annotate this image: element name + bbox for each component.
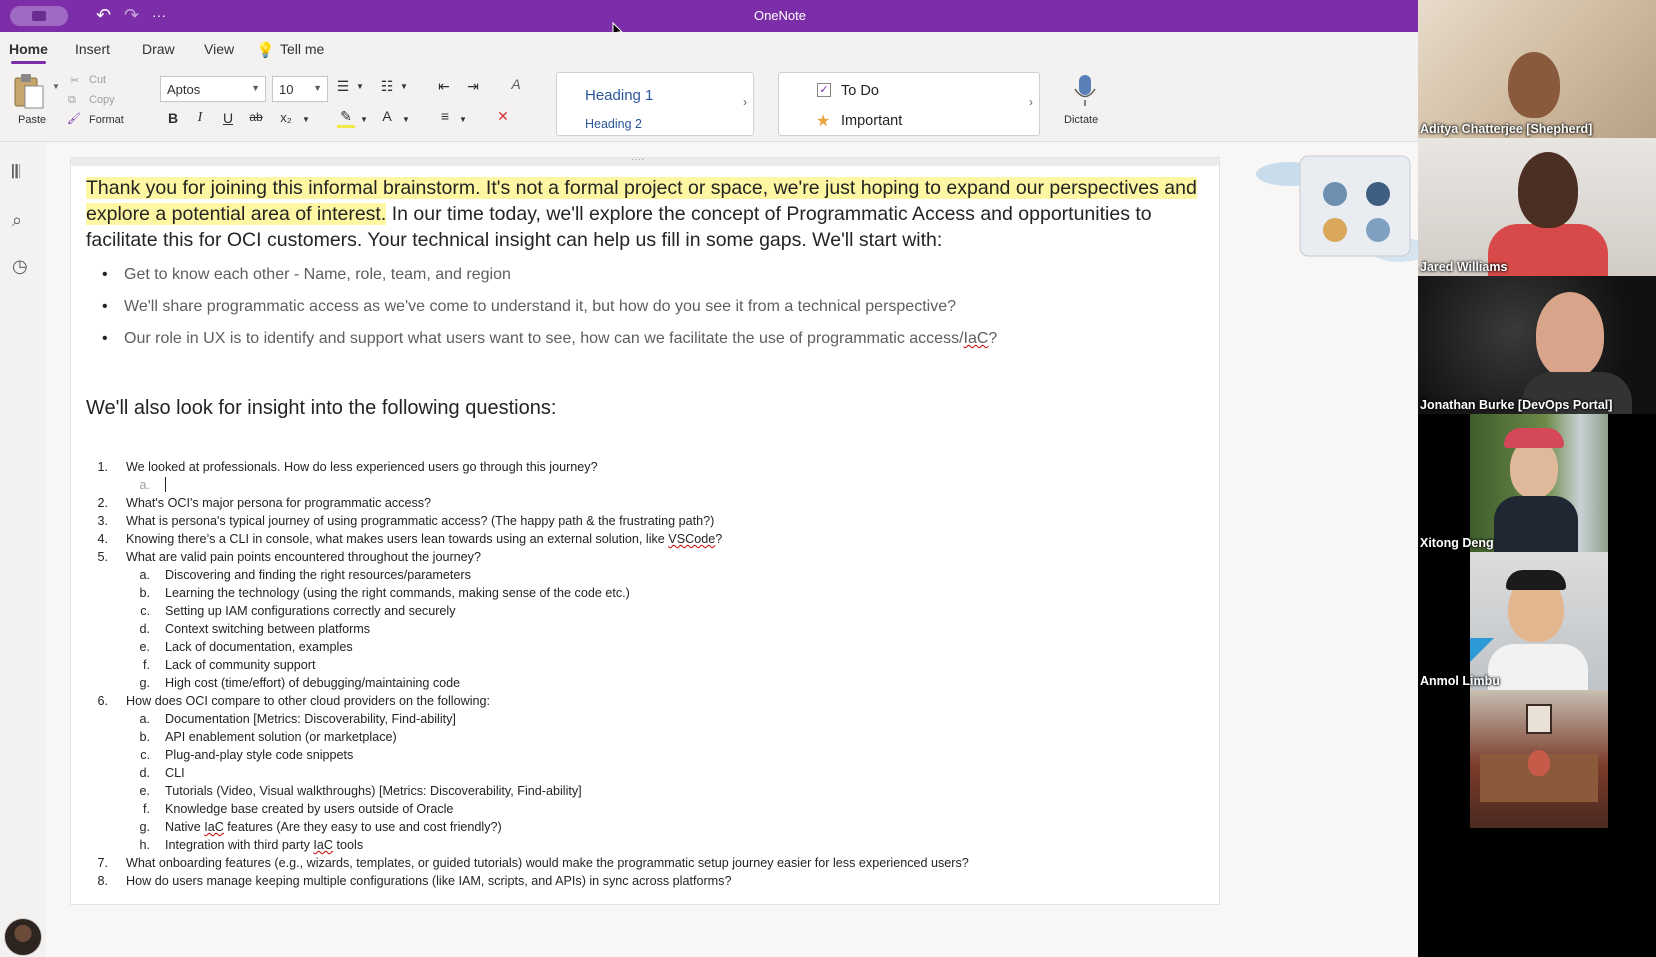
question-item: We looked at professionals. How do less experienced users go through this journey?: [126, 460, 598, 474]
list-letter: a.: [139, 712, 150, 726]
bullet-item: • Our role in UX is to identify and support what users want to see, how can we facilitate the use of programmatic access/IaC?: [124, 330, 997, 348]
list-letter: b.: [139, 730, 150, 744]
question-item: How does OCI compare to other cloud providers on the following:: [126, 694, 491, 708]
participant-tile[interactable]: [1418, 138, 1656, 276]
sub-item: Lack of community support: [165, 658, 316, 672]
list-number: 5.: [97, 550, 108, 564]
question-item: What's OCI's major persona for programmatic access?: [126, 496, 432, 510]
list-letter: g.: [139, 676, 150, 690]
chevron-right-icon[interactable]: ›: [1029, 95, 1033, 109]
sub-item: Context switching between platforms: [165, 622, 371, 636]
sub-item: CLI: [165, 766, 185, 780]
question-item: What are valid pain points encountered throughout the journey?: [126, 550, 481, 564]
tag-important[interactable]: Important: [841, 113, 903, 129]
chevron-down-icon[interactable]: ▼: [356, 82, 364, 91]
copy-icon: ⧉: [68, 94, 76, 106]
intro-highlighted-text: Thank you for joining this informal brainstorm. It's not a formal project or space, we're just hoping to expand our perspectives and explore a potential area of interest.: [86, 177, 1197, 225]
chevron-down-icon[interactable]: ▼: [459, 115, 467, 124]
question-item: What onboarding features (e.g., wizards, templates, or guided tutorials) would make the programmatic setup journey easier for less experienced users?: [126, 856, 969, 870]
list-letter: h.: [139, 838, 150, 852]
participant-tile[interactable]: [1418, 276, 1656, 414]
dictate-button[interactable]: Dictate: [1064, 114, 1099, 126]
question-item: What is persona's typical journey of using programmatic access? (The happy path & the frustrating path?): [126, 514, 715, 528]
paste-icon[interactable]: [12, 72, 46, 110]
chevron-down-icon[interactable]: ▼: [402, 115, 410, 124]
chevron-right-icon[interactable]: ›: [743, 95, 747, 109]
lightbulb-icon: 💡: [256, 42, 275, 59]
delete-icon[interactable]: ✕: [497, 108, 509, 124]
checkbox-icon: ✓: [817, 83, 831, 97]
subscript-button[interactable]: x₂: [280, 110, 292, 125]
container-handle[interactable]: [71, 158, 1219, 166]
app-title: OneNote: [753, 8, 807, 23]
list-letter: a.: [139, 568, 150, 582]
font-name-value: Aptos: [167, 82, 201, 97]
list-number: 7.: [97, 856, 108, 870]
tab-view[interactable]: View: [204, 41, 235, 57]
question-item: How do users manage keeping multiple configurations (like IAM, scripts, and APIs) in sync across platforms?: [126, 874, 732, 888]
tab-insert[interactable]: Insert: [75, 41, 111, 57]
bullet-item: • Get to know each other - Name, role, team, and region: [124, 266, 511, 284]
list-number: 8.: [97, 874, 108, 888]
microphone-icon[interactable]: [1073, 74, 1097, 108]
participant-name: Aditya Chatterjee [Shepherd]: [1420, 122, 1593, 136]
list-number: 4.: [97, 532, 108, 546]
numbering-icon[interactable]: ☷: [380, 78, 394, 94]
intro-text: In our time today, we'll explore the concept of Programmatic Access and opportunities to facilitate this for OCI customers. Your technical insight can help us fill in some gaps. We'll start with:: [86, 203, 1152, 251]
avatar[interactable]: [4, 918, 42, 956]
bullet-item: • We'll share programmatic access as we've come to understand it, but how do you see it from a technical perspective?: [124, 298, 956, 316]
ribbon-tabs: [0, 32, 1418, 66]
participant-video: [1508, 52, 1560, 118]
sub-item: Documentation [Metrics: Discoverability, Find-ability]: [165, 712, 456, 726]
sub-item: Discovering and finding the right resources/parameters: [165, 568, 471, 582]
list-letter: d.: [139, 766, 150, 780]
cut-button[interactable]: Cut: [89, 74, 107, 86]
font-size-value: 10: [279, 82, 294, 97]
format-painter-icon: 🖌: [67, 113, 81, 125]
participant-video: [1470, 414, 1608, 552]
sub-item: Integration with third party IaC tools: [165, 838, 364, 852]
italic-button[interactable]: I: [197, 110, 203, 125]
list-letter: e.: [139, 784, 150, 798]
tell-me-search[interactable]: Tell me: [280, 41, 325, 57]
section-heading: We'll also look for insight into the following questions:: [86, 397, 557, 419]
clear-format-icon[interactable]: A: [511, 76, 521, 92]
list-letter: b.: [139, 586, 150, 600]
format-painter-button[interactable]: Format: [89, 114, 124, 126]
paste-button[interactable]: Paste: [18, 114, 47, 126]
search-icon[interactable]: ⌕: [12, 210, 23, 230]
ribbon-home: [0, 66, 1418, 142]
list-letter: d.: [139, 622, 150, 636]
sub-item: Native IaC features (Are they easy to use and cost friendly?): [165, 820, 502, 834]
participant-video: [1470, 552, 1608, 690]
tags-gallery: [778, 72, 1040, 136]
font-size-select[interactable]: [272, 76, 328, 102]
title-bar: [0, 0, 1418, 32]
font-name-select[interactable]: [160, 76, 266, 102]
bold-button[interactable]: B: [167, 110, 179, 126]
sub-item: API enablement solution (or marketplace): [165, 730, 397, 744]
sub-item: Tutorials (Video, Visual walkthroughs) [Metrics: Discoverability, Find-ability]: [165, 784, 582, 798]
sub-item: Learning the technology (using the right commands, making sense of the code etc.): [165, 586, 630, 600]
highlight-icon[interactable]: ✎: [337, 108, 355, 128]
sub-item: Setting up IAM configurations correctly and securely: [165, 604, 456, 618]
list-letter: f.: [143, 658, 150, 672]
list-letter: f.: [143, 802, 150, 816]
cut-icon: ✂: [70, 75, 80, 87]
indent-icon[interactable]: ⇥: [467, 78, 479, 94]
list-letter: e.: [139, 640, 150, 654]
participant-tile[interactable]: [1418, 690, 1656, 828]
sub-item: Lack of documentation, examples: [165, 640, 353, 654]
list-letter: a.: [139, 478, 150, 492]
tab-home[interactable]: Home: [9, 41, 48, 57]
chevron-down-icon[interactable]: ▼: [302, 115, 310, 124]
copy-button[interactable]: Copy: [89, 94, 115, 106]
paste-dropdown-icon[interactable]: ▼: [52, 82, 60, 91]
participant-video: [1518, 152, 1578, 228]
chevron-down-icon: ▼: [251, 83, 260, 93]
underline-button[interactable]: U: [222, 110, 234, 126]
participant-tile[interactable]: [1418, 414, 1656, 552]
style-heading-2[interactable]: Heading 2: [585, 117, 642, 131]
align-icon[interactable]: ≡: [440, 108, 450, 124]
list-number: 2.: [97, 496, 108, 510]
chevron-down-icon[interactable]: ▼: [400, 82, 408, 91]
style-heading-1[interactable]: Heading 1: [585, 87, 654, 104]
participant-name: Jonathan Burke [DevOps Portal]: [1420, 398, 1613, 412]
undo-icon[interactable]: ↶: [96, 5, 112, 25]
notebooks-icon[interactable]: 𝄃𝄃: [12, 162, 21, 182]
participant-video: [1536, 292, 1604, 378]
font-color-icon[interactable]: A: [382, 108, 392, 124]
recent-icon[interactable]: ◷: [12, 256, 28, 276]
sub-item: Knowledge base created by users outside of Oracle: [165, 802, 454, 816]
list-number: 1.: [97, 460, 108, 474]
sub-item: Plug-and-play style code snippets: [165, 748, 354, 762]
list-letter: c.: [140, 604, 150, 618]
sub-item: High cost (time/effort) of debugging/maintaining code: [165, 676, 461, 690]
tab-draw[interactable]: Draw: [142, 41, 175, 57]
redo-icon[interactable]: ↷: [124, 5, 140, 25]
intro-paragraph: [86, 175, 1216, 253]
participant-tile[interactable]: [1418, 0, 1656, 138]
participant-name: Xitong Deng: [1420, 536, 1494, 550]
styles-gallery: [556, 72, 754, 136]
text-cursor: [165, 477, 166, 492]
participant-name: Jared Williams: [1420, 260, 1508, 274]
list-number: 6.: [97, 694, 108, 708]
bullets-icon[interactable]: ☰: [336, 78, 350, 94]
more-icon[interactable]: ···: [152, 7, 166, 23]
notebook-illustration: [1250, 150, 1418, 270]
left-navigation-rail: [0, 142, 46, 957]
outdent-icon[interactable]: ⇤: [438, 78, 450, 94]
participant-tile[interactable]: [1418, 552, 1656, 690]
list-letter: g.: [139, 820, 150, 834]
chevron-down-icon[interactable]: ▼: [360, 115, 368, 124]
participant-name: Anmol Limbu: [1420, 674, 1500, 688]
list-number: 3.: [97, 514, 108, 528]
strikethrough-button[interactable]: ab: [249, 110, 263, 124]
chevron-down-icon: ▼: [313, 83, 322, 93]
participant-video: [1470, 690, 1608, 828]
tag-to-do[interactable]: To Do: [841, 83, 879, 99]
list-letter: c.: [140, 748, 150, 762]
star-icon: ★: [816, 113, 831, 130]
question-item: Knowing there’s a CLI in console, what makes users lean towards using an external solution, like VSCode?: [126, 532, 723, 546]
